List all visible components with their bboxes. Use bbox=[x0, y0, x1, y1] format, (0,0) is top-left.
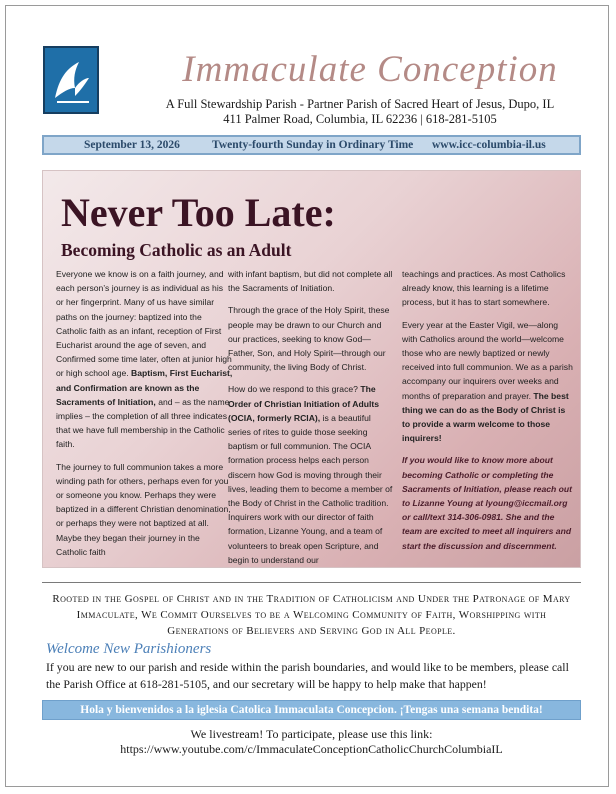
article-headline: Never Too Late: bbox=[61, 190, 336, 235]
paragraph: teachings and practices. As most Catholics already know, this learning is a lifetime process, but it has to start somewhere. bbox=[402, 269, 566, 308]
spanish-welcome-banner: Hola y bienvenidos a la iglesia Catolica Immaculata Concepcion. ¡Tengas una semana bendita! bbox=[42, 700, 581, 720]
mission-statement: Rooted in the Gospel of Christ and in the Tradition of Catholicism and Under the Patronage of Mary Immaculate, We Commit Ourselves to be a Welcoming Community of Faith, Worshipping with Generations of Believers and Serving God in All People. bbox=[52, 593, 571, 637]
article-column-3 bbox=[402, 267, 575, 561]
feature-article bbox=[42, 170, 581, 568]
website-link[interactable]: www.icc-columbia-il.us bbox=[432, 139, 546, 151]
parish-address: 411 Palmer Road, Columbia, IL 62236 | 618-281-5105 bbox=[223, 112, 497, 126]
liturgical-sunday: Twenty-fourth Sunday in Ordinary Time bbox=[212, 139, 414, 151]
livestream-text: We livestream! To participate, please use this link: bbox=[190, 727, 433, 741]
article-subhead: Becoming Catholic as an Adult bbox=[61, 240, 292, 260]
paragraph: Through the grace of the Holy Spirit, these people may be drawn to our Church and our practices, seeking to know God—Father, Son, and Holy Spirit—through our community, the living Body of Christ. bbox=[228, 305, 390, 373]
paragraph: Everyone we know is on a faith journey, and each person’s journey is as individual as his or her fingerprint. Many of us have similar paths on the journey: baptized into the Catholic faith as an infant, reception of First Eucharist around the age of seven, and Confirmed some time later, often at junior high or high school age. Baptism, First Eucharist, and Confirmation are known as the Sacraments of Initiation, and – as the name implies – the completion of all three indicates that we have full membership in the Catholic faith. bbox=[56, 269, 233, 450]
parish-name: Immaculate Conception bbox=[182, 49, 558, 90]
welcome-heading: Welcome New Parishioners bbox=[46, 641, 212, 657]
bulletin-date: September 13, 2026 bbox=[84, 139, 180, 151]
paragraph: with infant baptism, but did not complete all the Sacraments of Initiation. bbox=[228, 269, 393, 294]
parish-subtitle: A Full Stewardship Parish - Partner Parish of Sacred Heart of Jesus, Dupo, IL bbox=[165, 97, 555, 111]
livestream-link[interactable]: https://www.youtube.com/c/ImmaculateConceptionCatholicChurchColumbiaIL bbox=[120, 742, 503, 756]
contact-paragraph: If you would like to know more about becoming Catholic or completing the Sacraments of Initiation, please reach out to Lizanne Young at lyoung@iccmail.org or call/text 314-306-0981. She and the team are excited to meet all inquirers and start the discussion and discernment. bbox=[402, 455, 573, 551]
divider bbox=[42, 582, 581, 583]
paragraph: How do we respond to this grace? The Order of Christian Initiation of Adults (OCIA, formerly RCIA), is a beautiful series of rites to guide those seeking baptism or full communion. The OCIA formation process helps each person discern how God is moving through their lives, leading them to become a member of the Body of Christ in the Catholic tradition. Inquirers work with our director of faith formation, Lizanne Young, and a team of volunteers to break open Scripture, and begin to understand our bbox=[228, 384, 393, 565]
article-column-1 bbox=[56, 267, 233, 567]
paragraph: Every year at the Easter Vigil, we—along with Catholics around the world—welcome those who are newly baptized or newly received into full communion. We as a parish accompany our inquirers over weeks and months of preparation and prayer. The best thing we can do as the Body of Christ is to provide a warm welcome to those inquirers! bbox=[402, 319, 573, 444]
article-column-2 bbox=[228, 267, 396, 575]
paragraph: The journey to full communion takes a more winding path for others, perhaps even for you or someone you know. Perhaps they were baptized in a different Christian denomination, or perhaps they were not baptized at all. Maybe they began their journey in the Catholic faith bbox=[56, 461, 231, 557]
dove-logo-icon bbox=[43, 46, 99, 114]
date-bar bbox=[42, 135, 581, 155]
welcome-text: If you are new to our parish and reside within the parish boundaries, and would like to be members, please call the Parish Office at 618-281-5105, and our secretary will be happy to help make that happen! bbox=[46, 660, 569, 691]
